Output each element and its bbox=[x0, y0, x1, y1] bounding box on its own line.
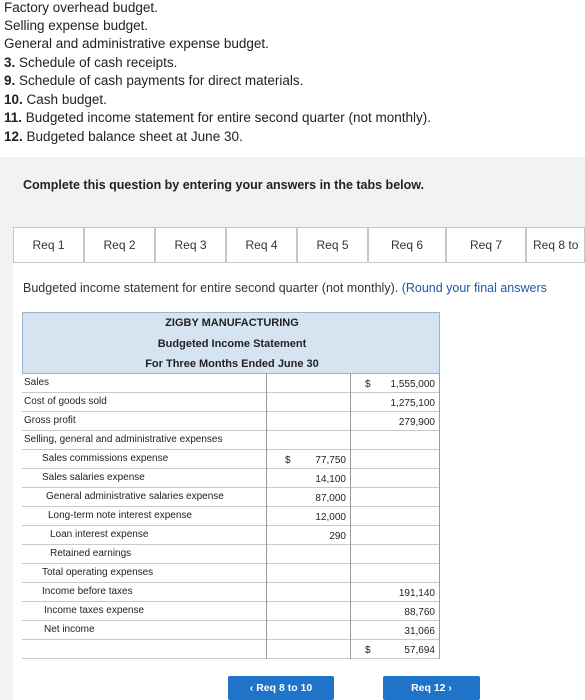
row-label: Net income bbox=[44, 624, 95, 635]
row-label: Sales bbox=[24, 377, 50, 388]
row-label: Income taxes expense bbox=[44, 605, 145, 616]
table-row bbox=[22, 621, 440, 640]
mid-amount-cell[interactable] bbox=[266, 545, 350, 564]
row-label: Income before taxes bbox=[42, 586, 133, 597]
next-req-button[interactable] bbox=[383, 676, 480, 700]
mid-amount-cell[interactable] bbox=[266, 621, 350, 640]
question-hint: (Round your final answers bbox=[401, 281, 547, 295]
prev-req-button[interactable] bbox=[228, 676, 334, 700]
mid-amount-cell[interactable] bbox=[266, 583, 350, 602]
tab-req-7[interactable]: Req 7 bbox=[446, 227, 526, 263]
total-amount-cell[interactable] bbox=[350, 564, 440, 583]
row-label: Sales salaries expense bbox=[42, 472, 145, 483]
requirement-item: 11. Budgeted income statement for entire second quarter (not monthly). bbox=[4, 110, 432, 125]
company-name: ZIGBY MANUFACTURING bbox=[165, 317, 299, 329]
tab-req-2[interactable]: Req 2 bbox=[84, 227, 155, 263]
mid-amount-cell[interactable] bbox=[266, 450, 350, 469]
table-row bbox=[22, 412, 440, 431]
tab-req-1[interactable]: Req 1 bbox=[13, 227, 84, 263]
mid-amount-cell[interactable] bbox=[266, 469, 350, 488]
table-row bbox=[22, 393, 440, 412]
requirement-tabs bbox=[13, 227, 585, 263]
total-amount-cell[interactable] bbox=[350, 393, 440, 412]
row-label: Loan interest expense bbox=[50, 529, 149, 540]
tab-req-8-to-10[interactable]: Req 8 to bbox=[526, 227, 585, 263]
table-row bbox=[22, 583, 440, 602]
mid-amount-cell[interactable] bbox=[266, 640, 350, 659]
row-label: General administrative salaries expense bbox=[46, 491, 224, 502]
total-amount-cell[interactable] bbox=[350, 621, 440, 640]
chevron-left-icon: ‹ bbox=[249, 682, 257, 694]
total-amount-cell[interactable] bbox=[350, 450, 440, 469]
table-row bbox=[22, 507, 440, 526]
mid-amount-cell[interactable] bbox=[266, 431, 350, 450]
requirement-item: General and administrative expense budget. bbox=[4, 36, 269, 51]
table-row bbox=[22, 431, 440, 450]
amount-value: 88,760 bbox=[404, 607, 435, 618]
total-amount-cell[interactable] bbox=[350, 507, 440, 526]
row-label: Gross profit bbox=[24, 415, 76, 426]
total-amount-cell[interactable] bbox=[350, 431, 440, 450]
income-statement-table bbox=[22, 312, 440, 654]
mid-amount-cell[interactable] bbox=[266, 602, 350, 621]
table-row bbox=[22, 374, 440, 393]
requirement-item: 12. Budgeted balance sheet at June 30. bbox=[4, 129, 243, 144]
statement-period: For Three Months Ended June 30 bbox=[145, 358, 319, 370]
requirement-item: Selling expense budget. bbox=[4, 18, 149, 33]
chevron-right-icon: › bbox=[445, 682, 452, 694]
mid-amount-cell[interactable] bbox=[266, 412, 350, 431]
total-amount-cell[interactable] bbox=[350, 412, 440, 431]
mid-amount-cell[interactable] bbox=[266, 393, 350, 412]
amount-value: 77,750 bbox=[315, 455, 346, 466]
amount-value: 191,140 bbox=[398, 588, 435, 599]
tab-req-5[interactable]: Req 5 bbox=[297, 227, 368, 263]
total-amount-cell[interactable] bbox=[350, 602, 440, 621]
amount-value: 290 bbox=[329, 531, 346, 542]
table-row bbox=[22, 450, 440, 469]
total-amount-cell[interactable] bbox=[350, 583, 440, 602]
total-amount-cell[interactable] bbox=[350, 640, 440, 659]
table-row bbox=[22, 602, 440, 621]
requirement-item: Factory overhead budget. bbox=[4, 0, 158, 15]
amount-value: 57,694 bbox=[404, 645, 435, 656]
amount-value: 14,100 bbox=[315, 474, 346, 485]
total-amount-cell[interactable] bbox=[350, 469, 440, 488]
mid-amount-cell[interactable] bbox=[266, 374, 350, 393]
currency-symbol: $ bbox=[365, 379, 371, 390]
table-row bbox=[22, 488, 440, 507]
amount-value: 1,555,000 bbox=[390, 379, 435, 390]
table-row bbox=[22, 564, 440, 583]
mid-amount-cell[interactable] bbox=[266, 526, 350, 545]
question-body: Budgeted income statement for entire second quarter (not monthly). bbox=[23, 281, 399, 295]
tab-req-6[interactable]: Req 6 bbox=[368, 227, 446, 263]
row-label: Selling, general and administrative expenses bbox=[24, 434, 223, 445]
requirement-item: 9. Schedule of cash payments for direct materials. bbox=[4, 73, 304, 88]
row-label: Sales commissions expense bbox=[42, 453, 169, 464]
requirement-item: 3. Schedule of cash receipts. bbox=[4, 55, 178, 70]
table-row bbox=[22, 469, 440, 488]
mid-amount-cell[interactable] bbox=[266, 488, 350, 507]
requirement-item: 10. Cash budget. bbox=[4, 92, 107, 107]
total-amount-cell[interactable] bbox=[350, 526, 440, 545]
total-amount-cell[interactable] bbox=[350, 374, 440, 393]
table-row bbox=[22, 545, 440, 564]
statement-header bbox=[22, 312, 440, 374]
amount-value: 31,066 bbox=[404, 626, 435, 637]
row-label: Total operating expenses bbox=[42, 567, 154, 578]
next-req-label: Req 12 bbox=[411, 682, 446, 694]
prev-req-label: Req 8 to 10 bbox=[256, 682, 313, 694]
amount-value: 87,000 bbox=[315, 493, 346, 504]
amount-value: 12,000 bbox=[315, 512, 346, 523]
amount-value: 279,900 bbox=[398, 417, 435, 428]
tab-req-4[interactable]: Req 4 bbox=[226, 227, 297, 263]
row-label: Retained earnings bbox=[50, 548, 132, 559]
currency-symbol: $ bbox=[365, 645, 371, 656]
mid-amount-cell[interactable] bbox=[266, 507, 350, 526]
amount-value: 1,275,100 bbox=[390, 398, 435, 409]
table-row bbox=[22, 640, 440, 659]
table-row bbox=[22, 526, 440, 545]
question-text bbox=[23, 281, 547, 295]
row-label: Cost of goods sold bbox=[24, 396, 107, 407]
total-amount-cell[interactable] bbox=[350, 545, 440, 564]
tab-req-3[interactable]: Req 3 bbox=[155, 227, 226, 263]
row-label: Long-term note interest expense bbox=[48, 510, 192, 521]
statement-title: Budgeted Income Statement bbox=[157, 338, 307, 350]
currency-symbol: $ bbox=[285, 455, 291, 466]
total-amount-cell[interactable] bbox=[350, 488, 440, 507]
mid-amount-cell[interactable] bbox=[266, 564, 350, 583]
instruction-text: Complete this question by entering your answers in the tabs below. bbox=[23, 178, 424, 192]
